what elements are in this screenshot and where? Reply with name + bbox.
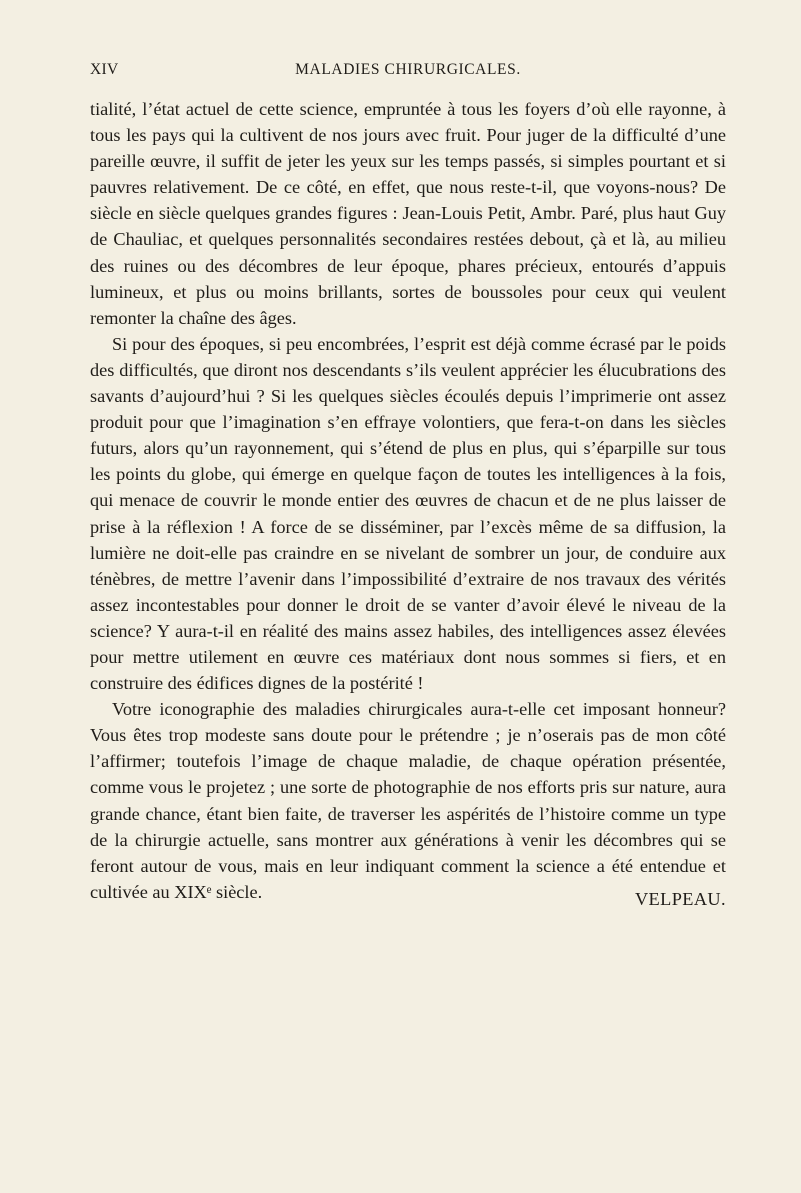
paragraph-3: Votre iconographie des maladies chirurgicales aura-t-elle cet imposant honneur? Vous êtes trop modeste sans doute pour le prétendre ; je n’oserais pas de mon côté l’affirmer; toutefois l’image de chaque maladie, de chaque opération présentée, comme vous le projetez ; une sorte de photographie de nos efforts pris sur nature, aura grande chance, étant bien faite, de traverser les aspérités de l’histoire comme un type de la chirurgie actuelle, sans montrer aux générations à venir les décombres qui se feront autour de vous, mais en leur indiquant comment la science a été entendue et cultivée au XIXᵉ siècle. [90, 699, 726, 902]
running-title: MALADIES CHIRURGICALES. [295, 61, 521, 78]
paragraph-2: Si pour des époques, si peu encombrées, l’esprit est déjà comme écrasé par le poids des difficultés, que diront nos descendants s’ils veulent apprécier les élucubrations des savants d’aujourd’hui ? Si les quelques siècles écoulés depuis l’imprimerie ont assez produit pour que l’imagination s’en effraye volontiers, que fera-t-on dans les siècles futurs, alors qu’un rayonnement, qui s’étend de plus en plus, qui s’éparpille sur tous les points du globe, qui émerge en quelque façon de toutes les intelligences à la fois, qui menace de couvrir le monde entier des œuvres de chacun et de ne plus laisser de prise à la réflexion ! A force de se disséminer, par l’excès même de sa diffusion, la lumière ne doit-elle pas craindre en se nivelant de sombrer un jour, de conduire aux ténèbres, de mettre l’avenir dans l’impossibilité d’extraire de nos travaux des vérités assez incontestables pour donner le droit de se vanter d’avoir élevé le niveau de la science? Y aura-t-il en réalité des mains assez habiles, des intelligences assez élevées pour mettre utilement en œuvre ces matériaux dont nous sommes si fiers, et en construire des édifices dignes de la postérité ! [90, 333, 726, 694]
page-header [90, 61, 726, 83]
paragraph-1: tialité, l’état actuel de cette science, empruntée à tous les foyers d’où elle rayonne, à tous les pays qui la cultivent de nos jours avec fruit. Pour juger de la difficulté d’une pareille œuvre, il suffit de jeter les yeux sur les temps passés, si simples pourtant et si pauvres relativement. De ce côté, en effet, que nous reste-t-il, que voyons-nous? De siècle en siècle quelques grandes figures : Jean-Louis Petit, Ambr. Paré, plus haut Guy de Chauliac, et quelques personnalités secondaires restées debout, çà et là, au milieu des ruines ou des décombres de leur époque, phares précieux, entourés d’appuis lumineux, et plus ou moins brillants, sortes de boussoles pour ceux qui veulent remonter la chaîne des âges. [90, 99, 726, 328]
page-number: XIV [90, 61, 119, 78]
body-text [90, 96, 726, 905]
author-signature: VELPEAU. [634, 889, 726, 909]
